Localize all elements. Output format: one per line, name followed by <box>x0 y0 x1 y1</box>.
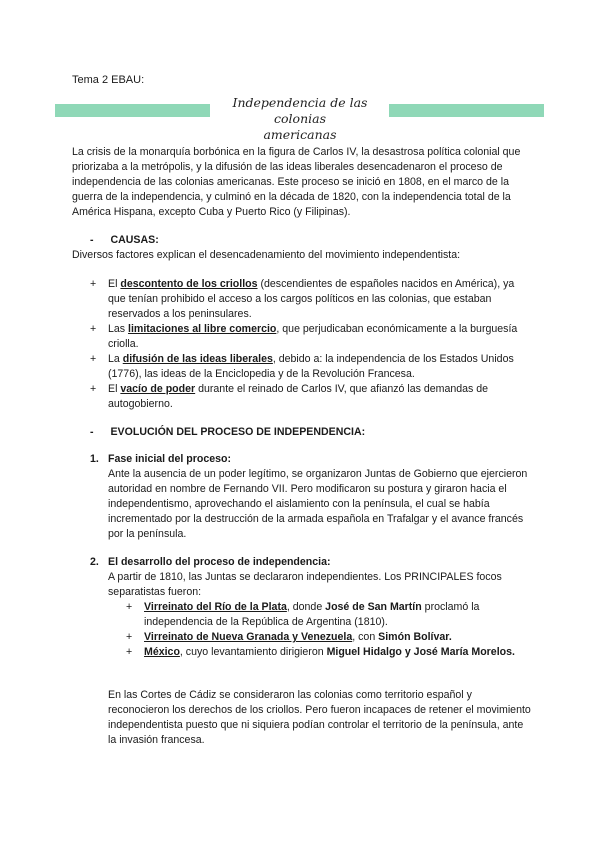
phase-2-number: 2. <box>90 556 99 568</box>
title-line-2: americanas <box>263 127 337 142</box>
list-item: + Virreinato de Nueva Granada y Venezuela, con Simón Bolívar. <box>126 630 530 645</box>
list-item: + Virreinato del Río de la Plata, donde José de San Martín proclamó la independencia de la República de Argentina (1810). <box>126 600 530 630</box>
causas-list <box>90 277 530 412</box>
intro-paragraph: La crisis de la monarquía borbónica en la figura de Carlos IV, la desastrosa política colonial que priorizaba a la metrópolis, y la difusión de las ideas liberales desencadenaron el proceso de independencia de las colonias americanas. Este proceso se inició en 1808, en el marco de la guerra de la independencia, y culminó en la década de 1820, con la independencia total de la América Hispana, excepto Cuba y Puerto Rico (y Filipinas). <box>72 146 521 218</box>
dash-bullet: - <box>90 426 94 438</box>
list-item: + México, cuyo levantamiento dirigieron Miguel Hidalgo y José María Morelos. <box>126 645 530 660</box>
phase-1-number: 1. <box>90 453 99 465</box>
evolucion-heading: - EVOLUCIÓN DEL PROCESO DE INDEPENDENCIA: <box>90 426 366 438</box>
title-band-left <box>55 104 210 117</box>
phase-1 <box>90 452 530 542</box>
title-band-right <box>389 104 544 117</box>
phase-2 <box>90 555 530 660</box>
topic-label: Tema 2 EBAU: <box>72 74 145 86</box>
list-item: + El descontento de los criollos (descendientes de españoles nacidos en América), ya que tenían prohibido el acceso a los cargos políticos en las colonias, que estaban reservados a los peninsulares. <box>90 277 530 322</box>
phase-2-text: A partir de 1810, las Juntas se declararon independientes. Los PRINCIPALES focos separatistas fueron: <box>108 571 502 598</box>
list-item: + Las limitaciones al libre comercio, que perjudicaban económicamente a la burguesía criolla. <box>90 322 530 352</box>
dash-bullet: - <box>90 234 94 246</box>
phase-2-title: El desarrollo del proceso de independencia: <box>108 556 331 568</box>
phase-1-text: Ante la ausencia de un poder legítimo, se organizaron Juntas de Gobierno que ejercieron autoridad en nombre de Fernando VII. Pero modificaron su postura y giraron hacia el independentismo, aprovechando el aislamiento con la península, el cual se había incrementado por la destrucción de la armada española en Trafalgar y el avance francés por la península. <box>108 468 528 540</box>
causas-heading: - CAUSAS: <box>90 234 159 246</box>
document-title <box>205 95 395 143</box>
foci-list <box>126 600 530 660</box>
list-item: + El vacío de poder durante el reinado de Carlos IV, que afianzó las demandas de autogobierno. <box>90 382 530 412</box>
list-item: + La difusión de las ideas liberales, debido a: la independencia de los Estados Unidos (1776), las ideas de la Enciclopedia y de la Revolución Francesa. <box>90 352 530 382</box>
phase-1-title: Fase inicial del proceso: <box>108 453 232 465</box>
closing-paragraph: En las Cortes de Cádiz se consideraron las colonias como territorio español y reconocieron los derechos de los criollos. Pero fueron incapaces de retener el movimiento independentista puesto que ni siquiera podían controlar el territorio de la península, ante la invasión francesa. <box>108 689 531 746</box>
title-line-1: Independencia de las colonias <box>232 95 368 126</box>
causas-intro: Diversos factores explican el desencadenamiento del movimiento independentista: <box>72 249 461 261</box>
